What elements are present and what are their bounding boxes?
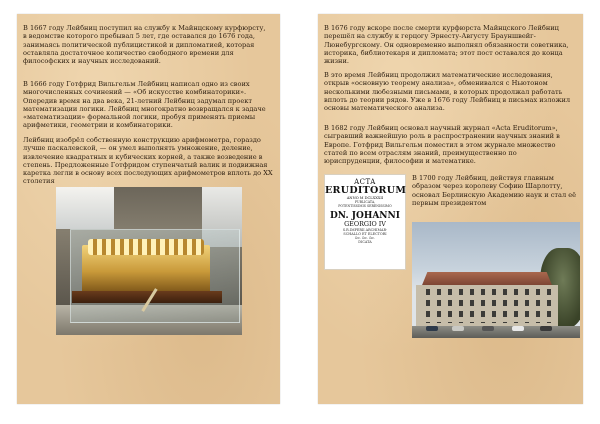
berlin-academy-building-photo (412, 222, 580, 338)
left-paragraph-1: В 1667 году Лейбниц поступил на службу к Майнцскому курфюрсту, в ведомстве которого пребывал 5 лет, где оставался до 1676 года, занимаясь политической публицистикой и дипломатией, которая оставляла достаточное количество свободного времени для философских и научных исследований. (23, 24, 266, 66)
acta-title-line: ERUDITORUM (325, 185, 407, 196)
acta-title-line: DICATA (358, 239, 372, 244)
acta-title-line: S.R.IMPERII ARCHIMAR- (342, 227, 388, 232)
left-paragraph-3: Лейбниц изобрёл собственную конструкцию арифмометра, гораздо лучше паскалевской, — он умел выполнять умножение, деление, извлечение квадратных и кубических корней, а также возведение в степень. Предложенные Готфридом ступенчатый валик и подвижная каретка легли в основу всех последующих арифмометров вплоть до XX столетия (23, 136, 273, 186)
acta-title-line: DN. JOHANNI (330, 210, 400, 221)
acta-title-line: SCHALLO ET ELECTORI (343, 231, 387, 236)
right-paragraph-3: В 1682 году Лейбниц основал научный журнал «Acta Eruditorum», сыгравший важнейшую роль в распространении научных знаний в Европе. Готфрид Вильгельм поместил в этом журнале множество статей по всем отраслям знаний, преимущественно по юриспруденции, философии и математике. (324, 124, 560, 166)
acta-title-line: PUBLICATA, (354, 200, 376, 204)
acta-title-line: ACTA (354, 178, 376, 186)
left-paragraph-2: В 1666 году Готфрид Вильгельм Лейбниц написал одно из своих многочисленных сочинений — «Об искусстве комбинаторики». Опередив время на два века, 21-летний Лейбниц задумал проект математизации логики. Лейбниц многократно возвращался к задаче «математизации» формальной логики, пробуя применять приемы арифметики, геометрии и комбинаторики. (23, 80, 266, 130)
leibniz-calculator-photo (56, 187, 242, 335)
left-page (17, 14, 280, 404)
acta-title-line: ANNO M DCLXXXII (346, 196, 384, 200)
acta-title-line: GEORGIO IV (344, 219, 386, 228)
right-page (318, 14, 583, 404)
acta-title-line: &c. &c. &c. (354, 235, 376, 240)
right-paragraph-1: В 1676 году вскоре после смерти курфюрста Майнцского Лейбниц перешёл на службу к герцогу Эрнесту-Августу Брауншвейг-Люнебургскому. Он одновременно выполнял обязанности советника, историка, библиотекаря и дипломата; этот пост оставался до конца жизни. (324, 24, 569, 66)
right-paragraph-4: В 1700 году Лейбниц, действуя главным образом через королеву Софию Шарлотту, основал Берлинскую Академию наук и стал её первым президентом (412, 174, 577, 207)
right-paragraph-2: В это время Лейбниц продолжил математические исследования, открыв «основную теорему анализа», обменивался с Ньютоном несколькими любезными письмами, в которых продолжал работать вплоть до теории рядов. Уже в 1676 году Лейбниц в письмах изложил основы математического анализа. (324, 71, 571, 113)
acta-title-line: POTENTISSIMIS SERENISSIMO (338, 203, 392, 208)
acta-eruditorum-title-page (324, 174, 406, 270)
